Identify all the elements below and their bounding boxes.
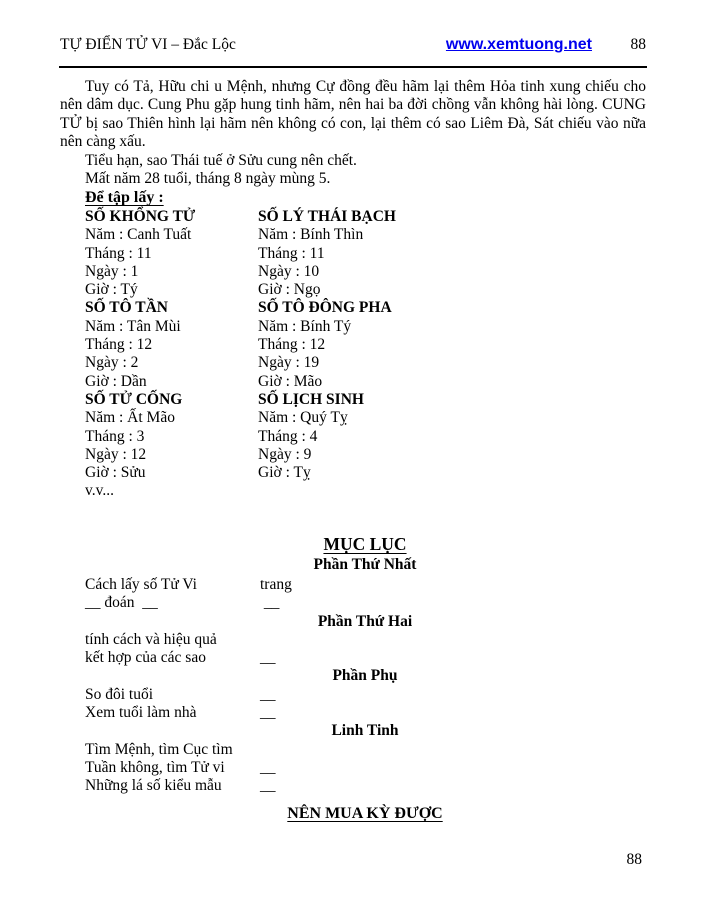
practice-line: Năm : Tân Mùi [85,317,181,335]
body-text [60,78,646,188]
table-of-contents [85,534,645,796]
toc-section-heading: Phần Thứ Hai [317,612,413,630]
toc-row-label: So đôi tuổi [85,685,154,703]
practice-line: Tháng : 12 [258,336,326,354]
practice-line: Ngày : 1 [85,262,139,280]
practice-line: SỐ TỬ CỐNG [85,390,183,408]
footer-page-number: 88 [626,851,642,868]
practice-line: SỐ LỊCH SINH [258,390,364,408]
toc-row [85,686,645,704]
page-header [60,36,646,54]
practice-line: Năm : Canh Tuất [85,226,192,244]
practice-line: Năm : Bính Tý [258,317,352,335]
practice-line: Tháng : 11 [85,244,152,262]
toc-part-first-heading: Phần Thứ Nhất [313,556,417,573]
practice-line: Ngày : 12 [85,445,147,463]
toc-row-label: kết hợp của các sao [85,649,206,667]
practice-line: Giờ : Tỵ [258,464,311,482]
toc-title: MỤC LỤC [323,534,407,554]
practice-line: Tháng : 11 [258,244,325,262]
toc-row-label: Tìm Mệnh, tìm Cục tìm [85,740,233,758]
footer-section-heading: NÊN MUA KỲ ĐƯỢC [287,805,443,822]
practice-line: Ngày : 9 [258,445,312,463]
toc-row-page: __ [260,594,280,612]
line-tieu-han: Tiểu hạn, sao Thái tuế ở Sửu cung nên chết. [85,151,357,169]
practice-section-heading: Để tập lấy : [85,189,164,206]
practice-line: Ngày : 2 [85,354,139,372]
website-link[interactable]: www.xemtuong.net [445,36,592,53]
toc-row [85,576,645,594]
toc-row [85,704,645,722]
practice-line: Giờ : Mão [258,372,323,390]
toc-row-page: __ [260,649,276,667]
practice-line: Giờ : Sửu [85,464,146,482]
toc-section-heading: Phần Phụ [332,667,398,685]
toc-row-label: Tuần không, tìm Tử vi [85,758,225,776]
practice-line: Giờ : Ngọ [258,281,321,299]
toc-row-label: Xem tuổi làm nhà [85,704,197,722]
toc-rows [85,576,645,796]
practice-line: SỐ LÝ THÁI BẠCH [258,208,396,225]
practice-line: Năm : Quý Tỵ [258,409,348,427]
toc-row [85,741,645,759]
practice-line: Ngày : 19 [258,354,320,372]
practice-line: Ngày : 10 [258,262,320,280]
book-title: TỰ ĐIỂN TỬ VI – Đắc Lộc [60,36,236,53]
practice-right-column [258,208,396,482]
practice-line: v.v... [85,482,114,500]
practice-line: Giờ : Tý [85,281,138,299]
toc-row-page: __ [260,777,276,795]
practice-line: SỐ TÔ TẦN [85,299,168,317]
toc-row [85,631,645,649]
practice-line: SỐ TÔ ĐÔNG PHA [258,299,392,317]
toc-row [85,759,645,777]
practice-line: Năm : Ất Mão [85,409,175,427]
toc-row-label: __ đoán __ [85,594,158,612]
main-paragraph: Tuy có Tả, Hữu chi u Mệnh, nhưng Cự đồng đều hãm lại thêm Hỏa tinh xung chiếu cho nên dâm dục. Cung Phu gặp hung tinh hãm, nên hai ba đời chồng vẫn không hài lòng. CUNG TỬ bị sao Thiên hình lại hãm nên không có con, lại thêm có sao Liêm Đà, Sát chiếu vào nữa nên càng xấu. [60,78,646,151]
toc-row-label: tính cách và hiệu quả [85,630,217,648]
header-divider [59,66,647,68]
toc-row-page: __ [260,704,276,722]
toc-row-label: Cách lấy số Tử Vi [85,576,197,593]
practice-line: SỐ KHỔNG TỬ [85,208,196,225]
practice-line: Tháng : 4 [258,427,318,445]
toc-row-page: trang [260,576,292,593]
practice-line: Tháng : 12 [85,336,153,354]
toc-row [85,777,645,795]
toc-row-page: __ [260,685,276,703]
line-mat-nam: Mất năm 28 tuổi, tháng 8 ngày mùng 5. [85,170,331,188]
toc-row [85,649,645,667]
header-page-number: 88 [630,36,646,53]
toc-row [85,594,645,612]
toc-section-heading: Linh Tinh [331,722,399,740]
practice-left-column [85,208,195,501]
toc-row-label: Những lá số kiểu mẫu [85,777,222,795]
practice-line: Giờ : Dần [85,372,147,390]
practice-line: Tháng : 3 [85,427,145,445]
practice-line: Năm : Bính Thìn [258,226,364,244]
toc-row-page: __ [260,758,276,776]
